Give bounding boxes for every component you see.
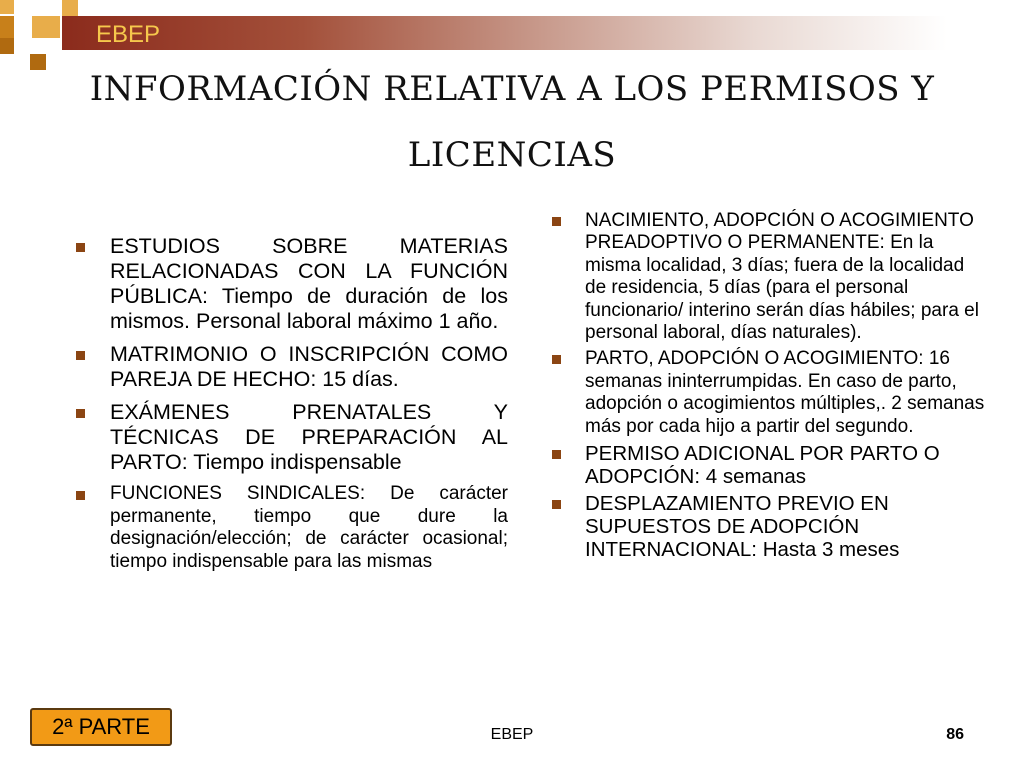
list-item	[548, 210, 988, 344]
list-item-text: FUNCIONES SINDICALES: De carácter permanente, tiempo que dure la designación/elección; de carácter ocasional; tiempo indispensable para las mismas	[110, 483, 508, 572]
square-bullet-icon	[76, 491, 85, 500]
logo-square	[30, 54, 46, 70]
list-item-text: PARTO, ADOPCIÓN O ACOGIMIENTO: 16 semanas ininterrumpidas. En caso de parto, adopción o acogimientos múltiples,. 2 semanas más por cada hijo a partir del segundo.	[585, 348, 985, 437]
list-item-text: EXÁMENES PRENATALES Y TÉCNICAS DE PREPARACIÓN AL PARTO: Tiempo indispensable	[110, 400, 508, 474]
square-bullet-icon	[76, 409, 85, 418]
list-item	[548, 348, 988, 438]
slide-title: INFORMACIÓN RELATIVA A LOS PERMISOS Y LICENCIAS	[89, 69, 935, 175]
square-bullet-icon	[76, 243, 85, 252]
list-item	[548, 442, 988, 488]
logo-square	[62, 0, 78, 16]
logo-square	[32, 16, 60, 38]
square-bullet-icon	[552, 450, 561, 459]
list-item-text: ESTUDIOS SOBRE MATERIAS RELACIONADAS CON LA FUNCIÓN PÚBLICA: Tiempo de duración de los mismos. Personal laboral máximo 1 año.	[110, 234, 508, 333]
list-item	[72, 342, 508, 392]
square-bullet-icon	[552, 217, 561, 226]
header-bar	[62, 16, 1024, 50]
brand-label: EBEP	[96, 21, 161, 48]
list-item-text: NACIMIENTO, ADOPCIÓN O ACOGIMIENTO PREADOPTIVO O PERMANENTE: En la misma localidad, 3 días; fuera de la localidad de residencia, 5 días (para el personal funcionario/ interino serán días hábiles; para el personal laboral, días naturales).	[585, 210, 979, 344]
square-bullet-icon	[552, 355, 561, 364]
list-item	[72, 483, 508, 573]
list-item	[72, 400, 508, 475]
list-item-text: DESPLAZAMIENTO PREVIO EN SUPUESTOS DE ADOPCIÓN INTERNACIONAL: Hasta 3 meses	[585, 492, 900, 562]
page-number: 86	[946, 726, 964, 743]
list-item	[548, 492, 988, 561]
logo-square	[0, 0, 14, 14]
list-item-text: MATRIMONIO O INSCRIPCIÓN COMO PAREJA DE HECHO: 15 días.	[110, 342, 508, 391]
part-2-button[interactable]: 2ª PARTE	[30, 708, 172, 746]
square-bullet-icon	[76, 351, 85, 360]
list-item	[72, 234, 508, 334]
left-bullet-list	[72, 234, 508, 581]
right-bullet-list	[548, 210, 988, 565]
logo-square	[0, 38, 14, 54]
square-bullet-icon	[552, 500, 561, 509]
logo-square	[0, 16, 28, 38]
footer-label: EBEP	[490, 726, 534, 743]
list-item-text: PERMISO ADICIONAL POR PARTO O ADOPCIÓN: 4 semanas	[585, 442, 940, 489]
